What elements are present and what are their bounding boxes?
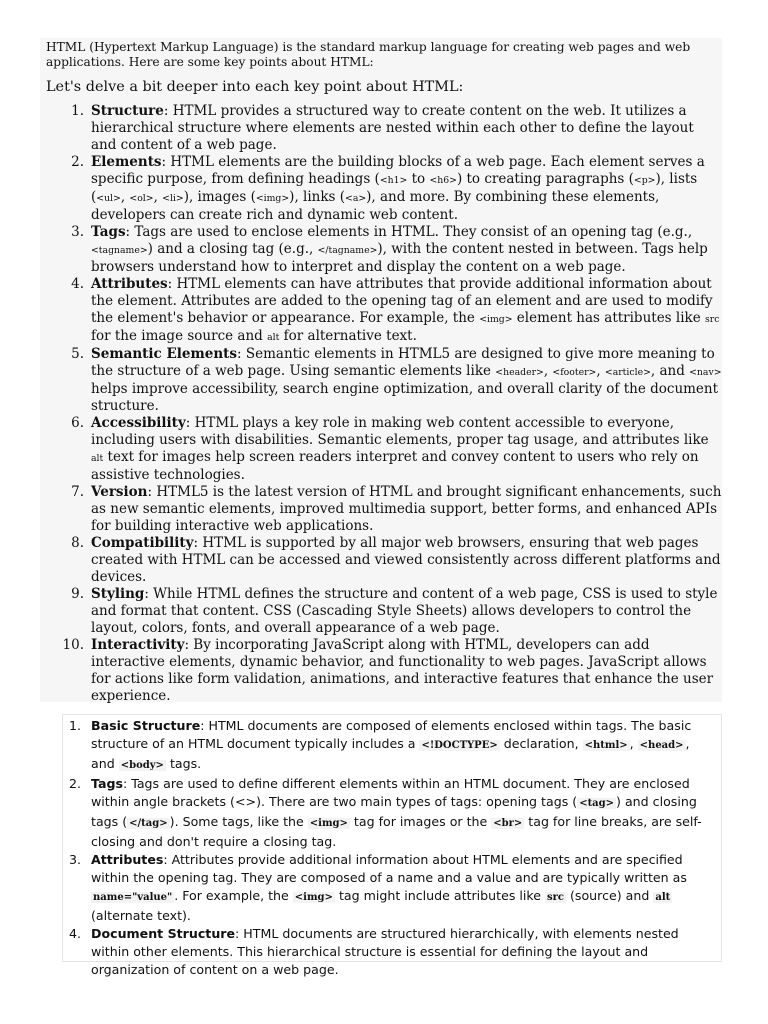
item-text: ), with the content nested in between. Tags help browsers understand how to interpret and display the content on a web page.: [91, 241, 708, 276]
item-title: Styling: [91, 586, 145, 603]
item-title: Attributes: [91, 852, 164, 867]
list-number: 1.: [68, 718, 81, 733]
item-title: Compatibility: [91, 535, 194, 552]
inline-code: <!DOCTYPE>: [421, 740, 498, 751]
item-title: Attributes: [91, 276, 168, 293]
inline-code: <footer>: [552, 367, 597, 379]
inline-code: <tagname>: [91, 245, 148, 257]
list-item: [46, 415, 722, 484]
item-title: Semantic Elements: [91, 346, 238, 363]
inline-code: <h1>: [379, 175, 408, 187]
list-number: 4.: [71, 276, 84, 293]
item-text: (source) and: [566, 888, 654, 903]
item-text: ,: [153, 189, 163, 206]
list-number: 5.: [71, 346, 84, 363]
item-text: to: [407, 171, 430, 188]
item-text: , and: [91, 736, 690, 771]
item-text: ) and a closing tag (e.g.,: [147, 241, 318, 258]
list-number: 2.: [71, 154, 84, 171]
inline-code: <a>: [345, 193, 367, 205]
inline-code: <p>: [633, 175, 656, 187]
inline-code: alt: [267, 332, 280, 344]
inline-code: <img>: [309, 818, 348, 829]
item-text: for the image source and: [91, 328, 268, 345]
item-title: Basic Structure: [91, 718, 201, 733]
inline-code: <tag>: [579, 798, 615, 809]
item-text: : Tags are used to enclose elements in HTML. They consist of an opening tag (e.g.,: [125, 224, 693, 241]
list-item: [63, 717, 717, 775]
list-number: 7.: [71, 484, 84, 501]
list-item: [63, 851, 717, 925]
item-text: for alternative text.: [279, 328, 417, 345]
inline-code: <li>: [162, 193, 184, 205]
list-item: [46, 586, 722, 637]
item-text: ), links (: [289, 189, 346, 206]
inline-code: <h6>: [429, 175, 457, 187]
intro-paragraph: HTML (Hypertext Markup Language) is the standard markup language for creating web pages and web applications. Here are some key points about HTML:: [46, 40, 691, 69]
item-text: tag might include attributes like: [334, 888, 545, 903]
item-text: : HTML provides a structured way to create content on the web. It utilizes a hierarchical structure where elements are nested within each other to define the layout and content of a web page.: [91, 103, 694, 154]
item-text: declaration,: [499, 736, 583, 751]
item-text: : HTML elements are the building blocks of a web page. Each element serves a specific purpose, from defining headings (: [91, 154, 705, 188]
item-title: Accessibility: [91, 415, 186, 432]
inline-code: <br>: [493, 818, 523, 829]
inline-code: <ul>: [96, 193, 121, 205]
item-text: ,: [543, 363, 553, 380]
item-text: element has attributes like: [512, 310, 706, 327]
key-points-list: [46, 103, 722, 705]
list-number: 3.: [71, 224, 84, 241]
inline-code: src: [547, 892, 564, 903]
inline-code: <article>: [604, 367, 651, 379]
inline-code: <html>: [584, 740, 628, 751]
list-item: [63, 775, 717, 851]
list-number: 10.: [62, 637, 84, 654]
inline-code: src: [705, 314, 720, 326]
inline-code: </tag>: [129, 818, 168, 829]
basics-list: [63, 717, 717, 979]
list-number: 6.: [71, 415, 84, 432]
item-text: ) to creating paragraphs (: [456, 171, 634, 188]
list-item: [46, 276, 722, 346]
item-text: : Semantic elements in HTML5 are designed to give more meaning to the structure of a web page. Using semantic elements like: [91, 346, 715, 380]
list-number: 9.: [71, 586, 84, 603]
item-text: , and: [650, 363, 690, 380]
inline-code: <head>: [639, 740, 684, 751]
list-number: 1.: [71, 103, 84, 120]
inline-code: name="value": [93, 892, 173, 903]
inline-code: <header>: [495, 367, 544, 379]
item-title: Tags: [91, 224, 126, 241]
item-text: ) and closing tags (: [91, 794, 697, 829]
item-text: ), images (: [183, 189, 256, 206]
item-text: : HTML documents are composed of elements enclosed within tags. The basic structure of an HTML document typically includes a: [91, 718, 692, 751]
item-title: Version: [91, 484, 148, 501]
item-text: ,: [120, 189, 130, 206]
item-text: : HTML is supported by all major web browsers, ensuring that web pages created with HTML can be accessed and viewed consistently across different platforms and devices.: [91, 535, 721, 586]
list-item: [46, 103, 722, 154]
list-item: [46, 224, 722, 276]
list-item: [46, 346, 722, 415]
item-text: : Attributes provide additional information about HTML elements and are specified within the opening tag. They are composed of a name and a value and are typically written as: [91, 852, 687, 885]
inline-code: </tagname>: [317, 245, 378, 257]
list-item: [46, 484, 722, 535]
item-text: text for images help screen readers interpret and convey content to users who rely on assistive technologies.: [91, 449, 699, 484]
item-text: : HTML elements can have attributes that provide additional information about the element. Attributes are added to the opening tag of an element and are used to modify the element's behavior or appearance. For example, the: [91, 276, 713, 327]
item-text: ,: [596, 363, 605, 380]
item-title: Elements: [91, 154, 162, 171]
item-title: Document Structure: [91, 926, 236, 941]
list-number: 8.: [71, 535, 84, 552]
delve-heading: Let's delve a bit deeper into each key point about HTML:: [46, 79, 464, 96]
list-item: [46, 637, 722, 705]
item-text: ,: [629, 736, 638, 751]
inline-code: <img>: [479, 314, 513, 326]
item-text: helps improve accessibility, search engine optimization, and overall clarity of the document structure.: [91, 381, 719, 415]
item-text: tags.: [165, 756, 202, 771]
item-text: : HTML5 is the latest version of HTML and brought significant enhancements, such as new semantic elements, improved multimedia support, better forms, and enhanced APIs for building interactive web applications.: [91, 484, 722, 535]
item-text: tag for images or the: [349, 814, 492, 829]
inline-code: <img>: [255, 193, 290, 205]
inline-code: alt: [91, 453, 104, 465]
item-text: ). Some tags, like the: [169, 814, 308, 829]
item-text: : HTML documents are structured hierarchically, with elements nested within other elements. This hierarchical structure is essential for defining the layout and organization of content on a web page.: [91, 926, 679, 977]
inline-code: alt: [655, 892, 671, 903]
item-text: tag for line breaks, are self-closing and don't require a closing tag.: [91, 814, 702, 849]
item-text: : Tags are used to define different elements within an HTML document. They are enclosed within angle brackets (<>). There are two main types of tags: opening tags (: [91, 776, 690, 809]
item-title: Structure: [91, 103, 164, 120]
item-text: . For example, the: [174, 888, 293, 903]
inline-code: <body>: [120, 760, 164, 771]
item-text: ), and more. By combining these elements, developers can create rich and dynamic web content.: [91, 189, 660, 224]
list-number: 2.: [68, 776, 81, 791]
inline-code: <ol>: [129, 193, 154, 205]
item-text: : HTML plays a key role in making web content accessible to everyone, including users with disabilities. Semantic elements, proper tag usage, and attributes like: [91, 415, 709, 449]
item-text: (alternate text).: [91, 908, 191, 923]
list-item: [46, 535, 722, 586]
list-number: 3.: [68, 852, 81, 867]
list-item: [63, 925, 717, 979]
basics-section: [62, 714, 722, 977]
item-title: Interactivity: [91, 637, 185, 654]
key-points-section: [40, 38, 722, 705]
inline-code: <img>: [294, 892, 333, 903]
list-number: 4.: [68, 926, 81, 941]
list-item: [46, 154, 722, 224]
item-text: : By incorporating JavaScript along with HTML, developers can add interactive elements, dynamic behavior, and functionality to web pages. JavaScript allows for actions like form validation, animations, and interactive features that enhance the user experience.: [91, 637, 714, 705]
inline-code: <nav>: [689, 367, 722, 379]
item-text: ), lists (: [91, 171, 698, 206]
item-text: : While HTML defines the structure and content of a web page, CSS is used to style and format that content. CSS (Cascading Style Sheets) allows developers to control the layout, colors, fonts, and overall appearance of a web page.: [91, 586, 718, 637]
item-title: Tags: [91, 776, 123, 791]
